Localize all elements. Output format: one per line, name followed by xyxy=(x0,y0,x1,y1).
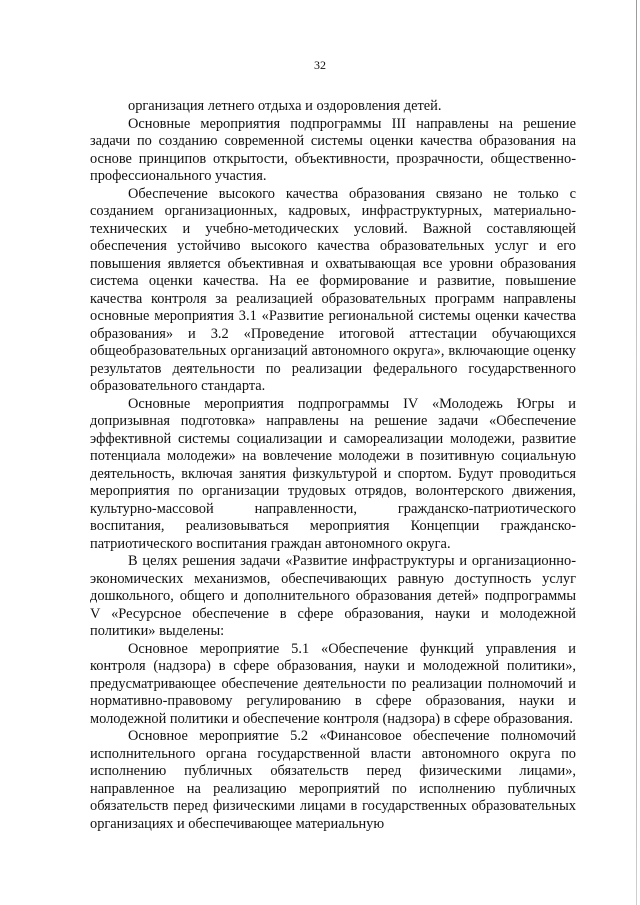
paragraph-measure-5-1: Основное мероприятие 5.1 «Обеспечение функций управления и контроля (надзора) в сфере образования, науки и молодежной политики», предусматривающее обеспечение деятельности по реализации полномочий и нормативно-правовому регулированию в сфере образования, науки и молодежной политики и обеспечение контроля (надзора) в сфере образования. xyxy=(90,640,576,727)
page-number: 32 xyxy=(314,58,326,72)
paragraph-subprogram-3: Основные мероприятия подпрограммы III направлены на решение задачи по созданию современной системы оценки качества образования на основе принципов открытости, объективности, прозрачности, общественно-профессионального участия. xyxy=(90,115,576,184)
paragraph-measure-5-2: Основное мероприятие 5.2 «Финансовое обеспечение полномочий исполнительного органа государственной власти автономного округа по исполнению публичных обязательств перед физическими лицами», направленное на реализацию мероприятий по исполнению публичных обязательств перед физическими лицами в государственных образовательных организациях и обеспечивающее материальную xyxy=(90,728,576,832)
paragraph-subprogram-4: Основные мероприятия подпрограммы IV «Молодежь Югры и допризывная подготовка» направлены на решение задачи «Обеспечение эффективной системы социализации и самореализации молодежи, развитие потенциала молодежи» на вовлечение молодежи в позитивную социальную деятельность, включая занятия физкультурой и спортом. Будут проводиться мероприятия по организации трудовых отрядов, волонтерского движения, культурно-массовой направленности, гражданско-патриотического воспитания, реализовываться мероприятия Концепции гражданско-патриотического воспитания граждан автономного округа. xyxy=(90,395,576,552)
paragraph-quality-assurance: Обеспечение высокого качества образования связано не только с созданием организационных, кадровых, инфраструктурных, материально-технических и учебно-методических условий. Важной составляющей обеспечения устойчиво высокого качества образовательных услуг и его повышения является объективная и охватывающая все уровни образования система оценки качества. На ее формирование и развитие, повышение качества контроля за реализацией образовательных программ направлены основные мероприятия 3.1 «Развитие региональной системы оценки качества образования» и 3.2 «Проведение итоговой аттестации обучающихся общеобразовательных организаций автономного округа», включающие оценку результатов деятельности по реализации федерального государственного образовательного стандарта. xyxy=(90,185,576,394)
paragraph-subprogram-5: В целях решения задачи «Развитие инфраструктуры и организационно-экономических механизмов, обеспечивающих равную доступность услуг дошкольного, общего и дополнительного образования детей» подпрограммы V «Ресурсное обеспечение в сфере образования, науки и молодежной политики» выделены: xyxy=(90,553,576,639)
page-edge-shadow xyxy=(636,0,637,905)
document-body xyxy=(90,98,576,833)
paragraph-summer-rest: организация летнего отдыха и оздоровления детей. xyxy=(128,98,442,114)
